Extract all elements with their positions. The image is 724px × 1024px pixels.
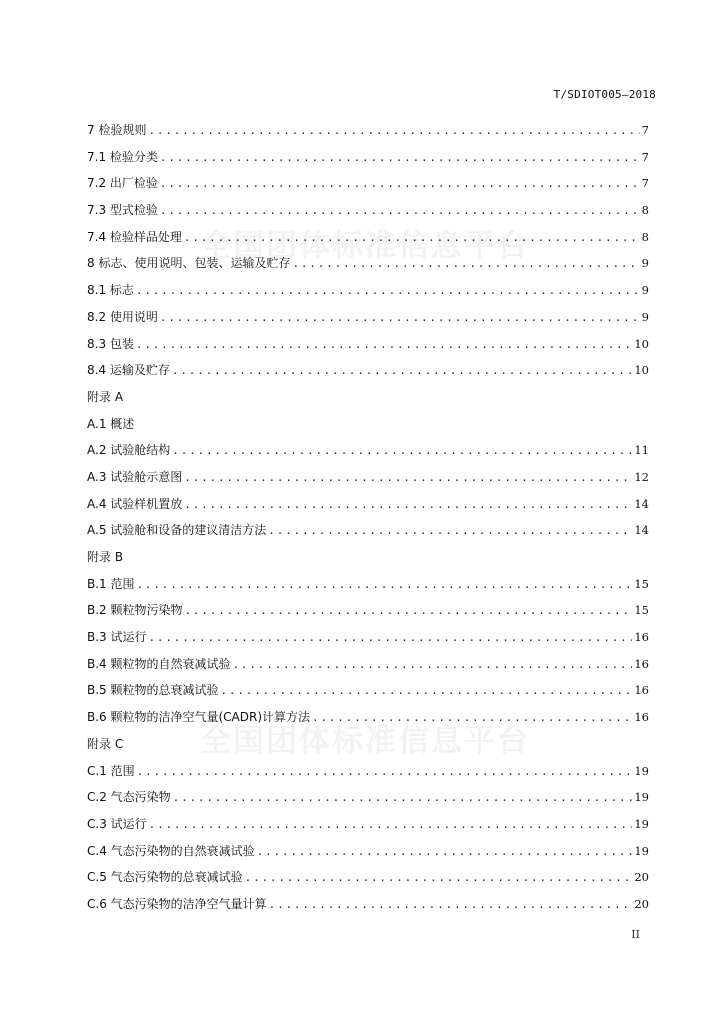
toc-entry-label: C.1 范围: [87, 763, 135, 778]
toc-entry[interactable]: [87, 440, 649, 467]
toc-entry-page: 11: [634, 443, 649, 458]
toc-entry-label: 7.3 型式检验: [87, 203, 158, 218]
toc-dot-leader: [221, 681, 633, 701]
toc-entry[interactable]: [87, 387, 649, 414]
toc-dot-leader: [292, 254, 639, 274]
toc-entry-label: 7.2 出厂检验: [87, 176, 158, 191]
toc-entry-label: 8.3 包装: [87, 336, 134, 351]
toc-entry-label: C.6 气态污染物的洁净空气量计算: [87, 896, 267, 911]
toc-dot-leader: [149, 815, 633, 835]
toc-entry-page: 19: [634, 816, 649, 831]
toc-entry-page: 7: [641, 149, 649, 164]
toc-entry-page: 19: [634, 790, 649, 805]
toc-dot-leader: [233, 655, 633, 675]
footer-page-number: II: [631, 928, 640, 941]
toc-entry-label: B.4 颗粒物的自然衰减试验: [87, 656, 231, 671]
toc-dot-leader: [245, 868, 633, 888]
toc-dot-leader: [269, 895, 633, 915]
toc-entry-page: 14: [634, 523, 649, 538]
toc-entry-label: B.3 试运行: [87, 630, 147, 645]
toc-entry[interactable]: [87, 787, 649, 814]
toc-entry-label: C.4 气态污染物的自然衰减试验: [87, 843, 255, 858]
toc-dot-leader: [173, 788, 633, 808]
toc-entry-label: 附录 B: [87, 550, 124, 564]
toc-entry-page: 7: [641, 123, 649, 137]
toc-dot-leader: [160, 148, 640, 168]
toc-entry-page: 9: [641, 256, 649, 271]
toc-dot-leader: [172, 361, 632, 381]
toc-entry-page: 8: [641, 229, 649, 244]
toc-entry[interactable]: [87, 894, 649, 921]
toc-dot-leader: [136, 335, 632, 355]
toc-entry-page: 10: [634, 336, 649, 351]
toc-entry[interactable]: [87, 867, 649, 894]
toc-dot-leader: [185, 601, 633, 621]
toc-entry-label: A.3 试验舱示意图: [87, 469, 183, 484]
toc-entry-label: 8.4 运输及贮存: [87, 363, 170, 378]
toc-entry[interactable]: [87, 841, 649, 868]
toc-entry[interactable]: [87, 680, 649, 707]
toc-entry-label: 7 检验规则: [87, 123, 147, 137]
toc-entry[interactable]: [87, 120, 649, 147]
toc-entry-label: A.5 试验舱和设备的建议清洁方法: [87, 523, 267, 538]
toc-entry-label: 附录 C: [87, 736, 124, 751]
toc-dot-leader: [148, 121, 639, 141]
watermark: 全国团体标准信息平台: [200, 228, 530, 264]
toc-entry[interactable]: [87, 494, 649, 521]
toc-dot-leader: [312, 708, 632, 728]
toc-entry-page: 20: [634, 896, 649, 911]
toc-entry[interactable]: [87, 307, 649, 334]
toc-dot-leader: [184, 495, 632, 515]
toc-entry-page: 20: [634, 870, 649, 885]
toc-dot-leader: [160, 201, 640, 221]
toc-entry-page: 12: [634, 469, 649, 484]
toc-entry-page: 9: [641, 309, 649, 324]
toc-entry[interactable]: [87, 654, 649, 681]
watermark: 全国团体标准信息平台: [200, 723, 530, 759]
toc-dot-leader: [160, 174, 640, 194]
toc-dot-leader: [268, 521, 632, 541]
toc-dot-leader: [136, 281, 640, 301]
toc-entry-label: 8 标志、使用说明、包装、运输及贮存: [87, 256, 291, 271]
toc-entry[interactable]: [87, 253, 649, 280]
toc-entry[interactable]: [87, 707, 649, 734]
toc-entry-label: B.2 颗粒物污染物: [87, 603, 183, 618]
toc-entry[interactable]: [87, 467, 649, 494]
toc-entry[interactable]: [87, 200, 649, 227]
toc-entry-label: B.5 颗粒物的总衰减试验: [87, 683, 219, 698]
toc-entry[interactable]: [87, 227, 649, 254]
toc-entry[interactable]: [87, 173, 649, 200]
toc-entry[interactable]: [87, 734, 649, 761]
toc-entry-page: 15: [634, 603, 649, 618]
toc-entry-page: 14: [634, 496, 649, 511]
toc-entry[interactable]: [87, 627, 649, 654]
table-of-contents: [87, 120, 649, 921]
toc-entry-label: 7.4 检验样品处理: [87, 229, 182, 244]
toc-dot-leader: [257, 842, 633, 862]
toc-entry-label: 附录 A: [87, 389, 124, 404]
toc-entry[interactable]: [87, 147, 649, 174]
toc-dot-leader: [137, 762, 633, 782]
header-document-code: T/SDIOT005—2018: [553, 88, 656, 101]
toc-entry-page: 16: [634, 630, 649, 645]
toc-dot-leader: [149, 628, 633, 648]
toc-entry-page: 19: [634, 843, 649, 858]
toc-entry[interactable]: [87, 761, 649, 788]
toc-entry[interactable]: [87, 414, 649, 441]
toc-entry-label: 7.1 检验分类: [87, 149, 158, 164]
toc-entry-label: B.1 范围: [87, 576, 135, 591]
toc-dot-leader: [184, 228, 640, 248]
toc-entry-page: 8: [641, 203, 649, 218]
toc-entry-page: 16: [634, 656, 649, 671]
toc-dot-leader: [137, 575, 633, 595]
toc-dot-leader: [160, 308, 640, 328]
toc-entry-page: 16: [634, 683, 649, 698]
toc-entry-label: A.2 试验舱结构: [87, 443, 171, 458]
toc-entry-page: 16: [634, 710, 649, 725]
toc-entry[interactable]: [87, 574, 649, 601]
toc-dot-leader: [184, 468, 632, 488]
toc-entry[interactable]: [87, 814, 649, 841]
toc-dot-leader: [172, 441, 632, 461]
toc-entry[interactable]: [87, 600, 649, 627]
toc-entry-page: 9: [641, 283, 649, 298]
toc-entry-label: A.4 试验样机置放: [87, 496, 183, 511]
toc-entry[interactable]: [87, 360, 649, 387]
toc-entry-label: A.1 概述: [87, 416, 135, 431]
toc-entry[interactable]: [87, 334, 649, 361]
toc-entry[interactable]: [87, 280, 649, 307]
toc-entry-page: 19: [634, 763, 649, 778]
toc-entry-page: 15: [634, 576, 649, 591]
toc-entry-label: C.5 气态污染物的总衰减试验: [87, 870, 243, 885]
toc-entry[interactable]: [87, 520, 649, 547]
toc-entry-page: 7: [641, 176, 649, 191]
toc-entry[interactable]: [87, 547, 649, 574]
toc-entry-label: B.6 颗粒物的洁净空气量(CADR)计算方法: [87, 710, 311, 725]
toc-entry-label: C.3 试运行: [87, 816, 147, 831]
toc-entry-label: 8.1 标志: [87, 283, 134, 298]
toc-entry-label: 8.2 使用说明: [87, 309, 158, 324]
toc-entry-page: 10: [634, 363, 649, 378]
toc-entry-label: C.2 气态污染物: [87, 790, 171, 805]
